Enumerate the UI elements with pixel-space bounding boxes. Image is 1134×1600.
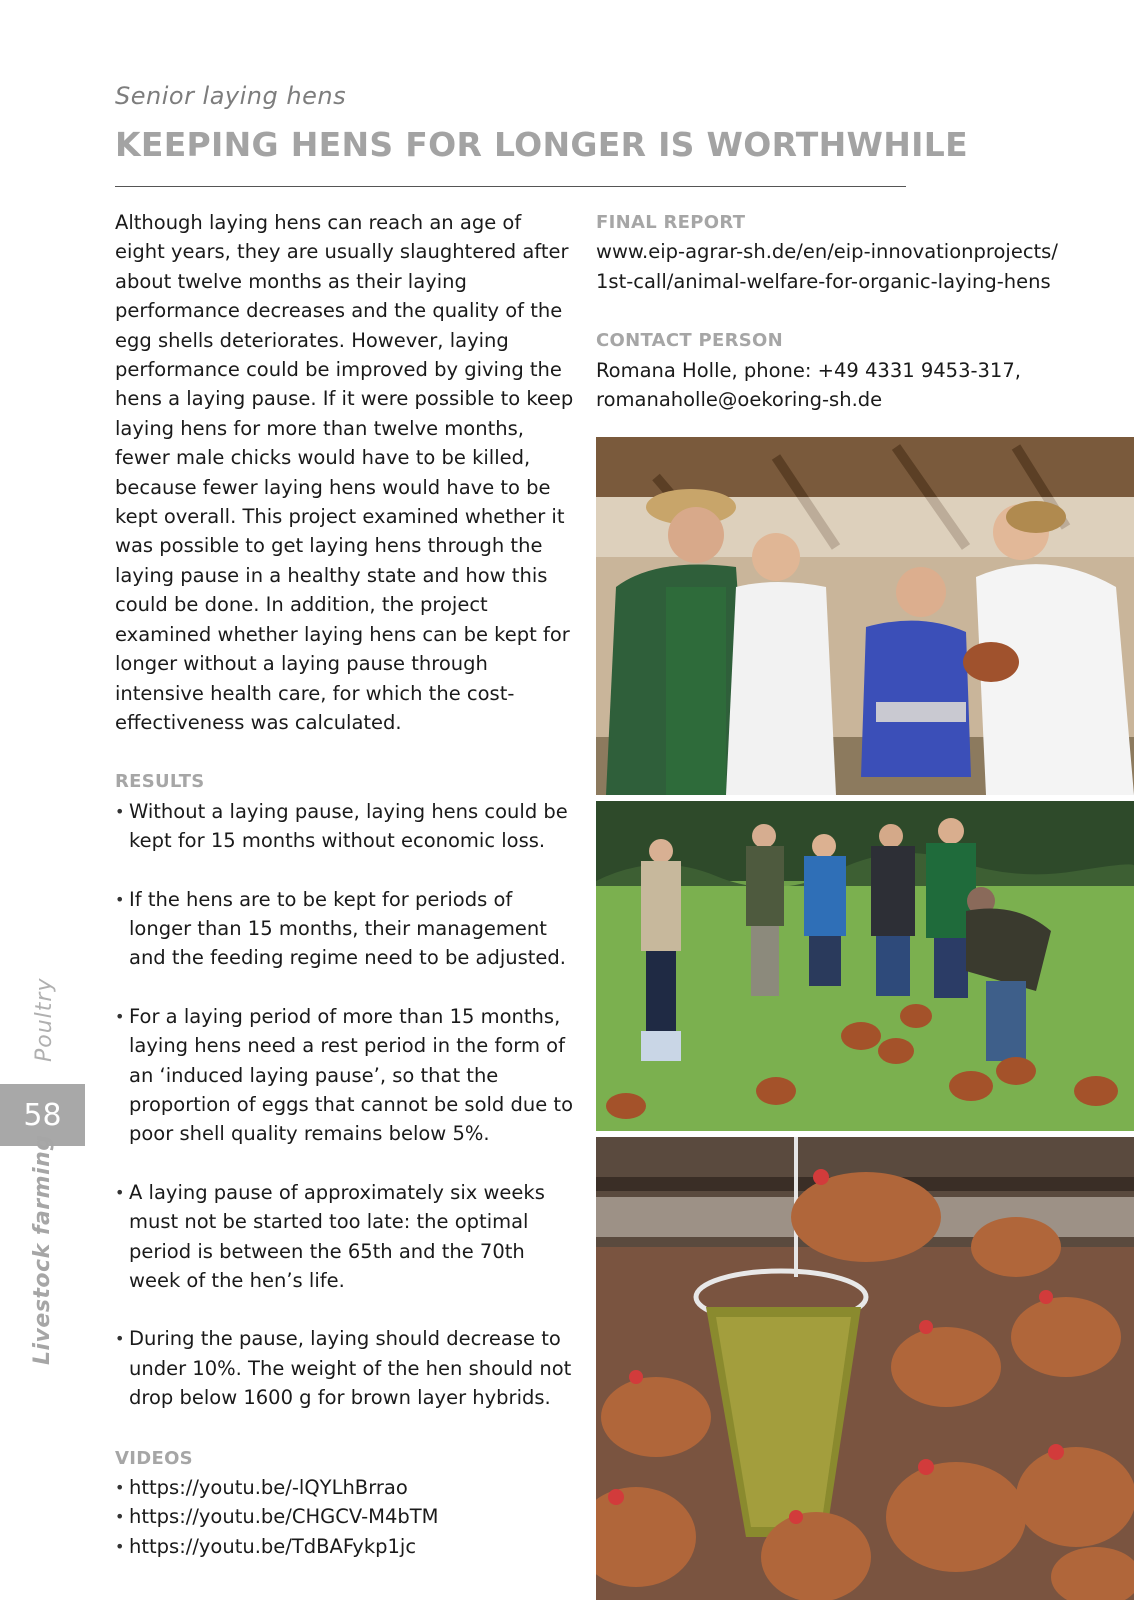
result-item: • A laying pause of approximately six weeks must not be started too late: the optimal period is between the 65th and the 70th week of the hen’s life. [115,1178,575,1296]
photo-field-group [596,801,1134,1131]
video-link[interactable]: • https://youtu.be/TdBAFykp1jc [115,1532,575,1561]
video-link[interactable]: • https://youtu.be/-lQYLhBrrao [115,1473,575,1502]
final-report-heading: FINAL REPORT [596,212,746,233]
result-item: • During the pause, laying should decrease to under 10%. The weight of the hen should not drop below 1600 g for brown layer hybrids. [115,1324,575,1412]
final-report-link[interactable] [596,237,1126,296]
page-title: KEEPING HENS FOR LONGER IS WORTHWHILE [115,125,968,164]
results-list [115,797,575,1413]
final-report-link-line1[interactable]: www.eip-agrar-sh.de/en/eip-innovationprojects/ [596,240,1058,264]
title-divider [115,186,906,187]
kicker: Senior laying hens [115,82,347,110]
left-column [115,208,575,1561]
contact-details [596,356,1126,415]
contact-name-phone: Romana Holle, phone: +49 4331 9453-317, [596,358,1021,382]
contact-heading: CONTACT PERSON [596,330,784,352]
right-column [596,208,1126,414]
final-report-link-line2[interactable]: 1st-call/animal-welfare-for-organic-laying-hens [596,269,1051,293]
result-item: • For a laying period of more than 15 months, laying hens need a rest period in the form of an ‘induced laying pause’, so that the proportion of eggs that cannot be sold due to poor shell quality remains below 5%. [115,1002,575,1149]
result-item: • Without a laying pause, laying hens could be kept for 15 months without economic loss. [115,797,575,856]
videos-heading: VIDEOS [115,1447,193,1469]
section-label-poultry: Poultry [32,977,57,1062]
contact-email[interactable]: romanaholle@oekoring-sh.de [596,388,883,412]
page-number: 58 [0,1084,85,1146]
chapter-label-livestock-farming: Livestock farming [30,1134,55,1365]
videos-list [115,1473,575,1561]
photo-hens-hay-feeder [596,1137,1134,1600]
video-link[interactable]: • https://youtu.be/CHGCV-M4bTM [115,1502,575,1531]
photo-barn-group [596,437,1134,795]
results-heading: RESULTS [115,771,205,793]
result-item: • If the hens are to be kept for periods of longer than 15 months, their management and the feeding regime need to be adjusted. [115,885,575,973]
intro-paragraph: Although laying hens can reach an age of eight years, they are usually slaughtered after about twelve months as their laying performance decreases and the quality of the egg shells deteriorates. However, laying performance could be improved by giving the hens a laying pause. If it were possible to keep laying hens for more than twelve months, fewer male chicks would have to be killed, because fewer laying hens would have to be kept overall. This project examined whether it was possible to get laying hens through the laying pause in a healthy state and how this could be done. In addition, the project examined whether laying hens can be kept for longer without a laying pause through intensive health care, for which the cost-effectiveness was calculated. [115,211,574,734]
